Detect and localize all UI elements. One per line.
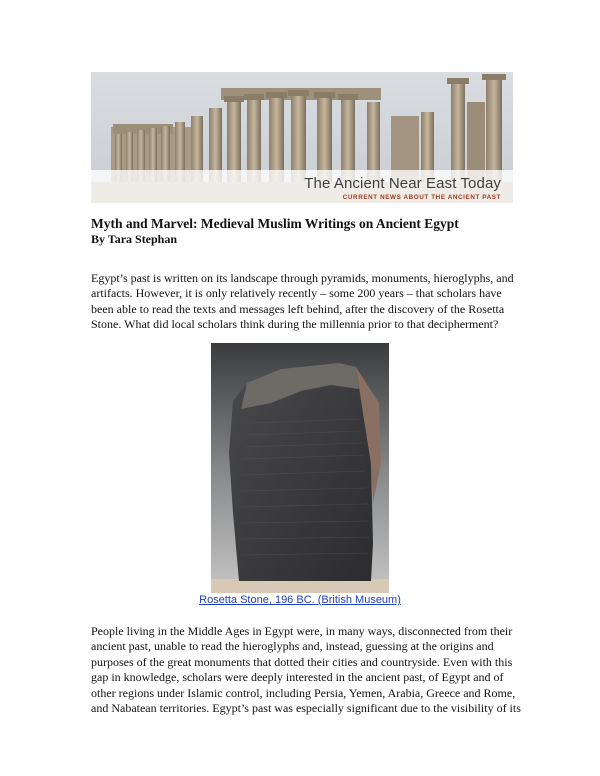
article-title: Myth and Marvel: Medieval Muslim Writings on Ancient Egypt bbox=[91, 216, 459, 231]
paragraph-line: ancient past, unable to read the hieroglyphs and, instead, guessing at the origins and bbox=[91, 639, 494, 654]
article-byline: By Tara Stephan bbox=[91, 232, 178, 246]
body-paragraph bbox=[91, 624, 521, 716]
paragraph-line: gap in knowledge, scholars were deeply interested in the ancient past, of Egypt and of bbox=[91, 670, 504, 685]
figure-caption-link[interactable]: Rosetta Stone, 196 BC. (British Museum) bbox=[199, 594, 401, 606]
paragraph-line: other regions under Islamic control, including Persia, Yemen, Arabia, Greece and Rome, bbox=[91, 685, 516, 700]
site-tagline: CURRENT NEWS ABOUT THE ANCIENT PAST bbox=[342, 194, 501, 201]
paragraph-line: been able to read the texts and messages left behind, after the discovery of the Rosetta bbox=[91, 301, 505, 316]
paragraph-line: and Nabatean territories. Egypt’s past was especially significant due to the visibility of its bbox=[91, 701, 521, 716]
intro-paragraph bbox=[91, 271, 521, 333]
site-title: The Ancient Near East Today bbox=[304, 175, 501, 192]
paragraph-line: artifacts. However, it is only relatively recently – some 200 years – that scholars have bbox=[91, 286, 502, 301]
paragraph-line: purposes of the great monuments that dotted their cities and countryside. Even with this bbox=[91, 654, 513, 669]
rosetta-stone-image bbox=[211, 343, 389, 593]
paragraph-line: Egypt’s past is written on its landscape through pyramids, monuments, hieroglyphs, and bbox=[91, 271, 514, 285]
paragraph-line: People living in the Middle Ages in Egypt were, in many ways, disconnected from their bbox=[91, 624, 513, 638]
paragraph-line: Stone. What did local scholars think during the millennia prior to that decipherment? bbox=[91, 317, 499, 332]
header-banner bbox=[91, 72, 513, 203]
